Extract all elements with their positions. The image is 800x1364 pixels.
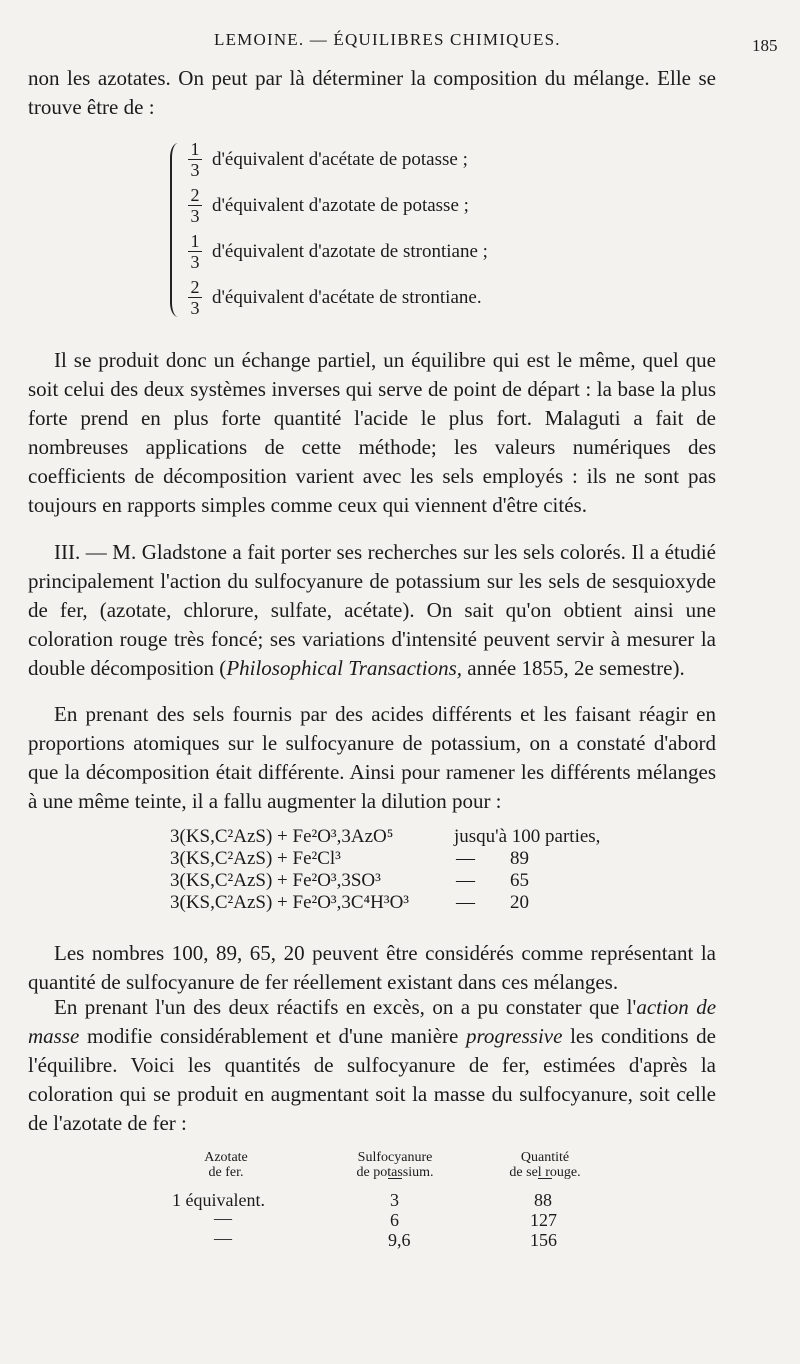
running-head: LEMOINE. — ÉQUILIBRES CHIMIQUES. [214,30,561,49]
composition-item [188,186,578,230]
paragraph-numbers: Les nombres 100, 89, 65, 20 peuvent être considérés comme représentant la quantité de sulfocyanure de fer réellement existant dans ces mélanges. [28,941,716,994]
formula: 3(KS,C²AzS) + Fe²O³,3AzO⁵ [170,826,394,847]
formula-row [170,892,630,914]
column-header: Azotate de fer. [204,1150,248,1180]
table-cell: — [214,1208,232,1228]
paragraph-mass-action: En prenant l'un des deux réactifs en excès, on a pu constater que l'action de masse modifie considérablement et d'une manière progressive les conditions de l'équilibre. Voici les quantités de sulfocyanure de fer, estimées d'après la coloration qui se produit en augmentant soit la masse du sulfocyanure, soit celle de l'azotate de fer : [28,995,717,1135]
table-cell: 1 équivalent. [172,1190,265,1210]
intro-paragraph: non les azotates. On peut par là déterminer la composition du mélange. Elle se trouve être de : [28,66,716,119]
composition-item [188,232,578,276]
ditto-dash: — [456,848,475,869]
column-header: Sulfocyanure de potassium. [356,1150,434,1180]
paragraph-gladstone: III. — M. Gladstone a fait porter ses recherches sur les sels colorés. Il a étudié principalement l'action du sulfocyanure de potassium sur les sels de sesquioxyde de fer, (azotate, chlorure, sulfate, acétate). On sait qu'on obtient ainsi une coloration rouge très foncé; ses variations d'intensité peuvent servir à mesurer la double décomposition (Philosophical Transactions, année 1855, 2e semestre). [28,540,716,680]
dilution-formulas [170,826,630,914]
formula: 3(KS,C²AzS) + Fe²O³,3SO³ [170,870,381,891]
fraction: $\frac{2}{3}$ [188,278,202,317]
composition-text: d'équivalent d'azotate de strontiane ; [212,241,488,262]
formula-limit: jusqu'à 100 parties, [454,826,601,847]
ditto-dash: — [456,870,475,891]
column-header: Quantité de sel rouge. [509,1150,581,1180]
page-number: 185 [752,36,778,55]
composition-list [170,140,590,320]
formula-limit: 65 [510,870,529,891]
fraction: $\frac{1}{3}$ [188,232,202,271]
formula-limit: 20 [510,892,529,913]
table-cell: 156 [530,1230,557,1250]
formula-row [170,848,630,870]
fraction: $\frac{2}{3}$ [188,186,202,225]
header-rule [388,1178,402,1179]
composition-text: d'équivalent d'acétate de strontiane. [212,287,482,308]
composition-text: d'équivalent d'acétate de potasse ; [212,149,468,170]
composition-item [188,278,578,322]
ditto-dash: — [456,892,475,913]
formula: 3(KS,C²AzS) + Fe²Cl³ [170,848,341,869]
formula-limit: 89 [510,848,529,869]
table-cell: 3 [390,1190,399,1210]
table-cell: — [214,1228,232,1248]
header-rule [538,1178,552,1179]
formula-row [170,870,630,892]
formula: 3(KS,C²AzS) + Fe²O³,3C⁴H³O³ [170,892,409,913]
table-cell: 6 [390,1210,399,1230]
table-cell: 88 [534,1190,552,1210]
table-cell: 9,6 [388,1230,411,1250]
formula-row [170,826,630,848]
paragraph-dilution-intro: En prenant des sels fournis par des acides différents et les faisant réagir en proportions atomiques sur le sulfocyanure de potassium, on a constaté d'abord que la décomposition était différente. Ainsi pour ramener les différents mélanges à une même teinte, il a fallu augmenter la dilution pour : [28,702,716,813]
composition-text: d'équivalent d'azotate de potasse ; [212,195,469,216]
table-cell: 127 [530,1210,557,1230]
composition-item [188,140,578,184]
fraction: $\frac{1}{3}$ [188,140,202,179]
paragraph-equilibrium: Il se produit donc un échange partiel, un équilibre qui est le même, quel que soit celui des deux systèmes inverses qui serve de point de départ : la base la plus forte prend en plus forte quantité l'acide le plus fort. Malaguti a fait de nombreuses applications de cette méthode; les valeurs numériques des coefficients de décomposition varient avec les sels employés : ils ne sont pas toujours en rapports simples comme ceux qui viennent d'être cités. [28,348,716,517]
left-brace [170,143,178,317]
